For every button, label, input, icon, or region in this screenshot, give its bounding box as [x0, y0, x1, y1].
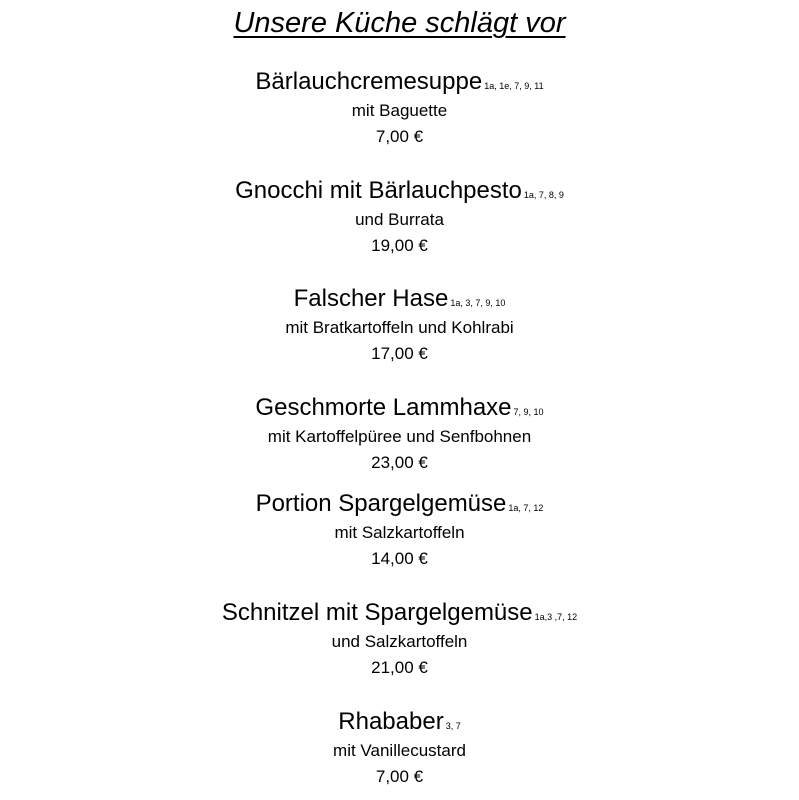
- dish-item: [0, 66, 799, 150]
- dish-allergens: 1a, 3, 7, 9, 10: [450, 298, 506, 308]
- dish-allergens: 3, 7: [445, 721, 461, 731]
- dish-item: [0, 706, 799, 790]
- dish-allergens: 7, 9, 10: [513, 407, 544, 417]
- dish-name: Schnitzel mit Spargelgemüse: [221, 599, 533, 626]
- dish-name: Rhababer: [338, 708, 444, 735]
- dish-price: 17,00 €: [371, 344, 428, 363]
- dish-name-line: [0, 66, 799, 98]
- dish-allergens: 1a, 7, 8, 9: [523, 190, 564, 200]
- dish-price: 21,00 €: [371, 658, 428, 677]
- dish-price: 19,00 €: [371, 236, 428, 255]
- dish-item: [0, 488, 799, 572]
- dish-name-line: [0, 488, 799, 520]
- dish-name: Portion Spargelgemüse: [255, 490, 507, 517]
- dish-description: und Burrata: [355, 210, 444, 229]
- dish-name-line: [0, 706, 799, 738]
- dish-price: 23,00 €: [371, 453, 428, 472]
- dish-item: [0, 175, 799, 259]
- dish-description: mit Salzkartoffeln: [334, 523, 465, 542]
- dish-name-line: [0, 392, 799, 424]
- dish-price: 7,00 €: [375, 767, 424, 786]
- dish-name-line: [0, 283, 799, 315]
- dish-allergens: 1a,3 ,7, 12: [534, 612, 578, 622]
- dish-item: [0, 597, 799, 681]
- dish-name: Gnocchi mit Bärlauchpesto: [235, 177, 522, 204]
- dish-description: mit Baguette: [351, 101, 448, 120]
- dish-description: mit Bratkartoffeln und Kohlrabi: [285, 318, 514, 337]
- dish-allergens: 1a, 1e, 7, 9, 11: [484, 81, 544, 91]
- dish-price: 14,00 €: [371, 549, 428, 568]
- dish-name-line: [0, 175, 799, 207]
- dish-name: Falscher Hase: [293, 285, 449, 312]
- dish-item: [0, 283, 799, 367]
- menu-title: Unsere Küche schlägt vor: [233, 7, 566, 39]
- dish-description: mit Kartoffelpüree und Senfbohnen: [267, 427, 532, 446]
- dish-description: mit Vanillecustard: [333, 741, 466, 760]
- dish-name-line: [0, 597, 799, 629]
- dish-allergens: 1a, 7, 12: [508, 503, 544, 513]
- dish-price: 7,00 €: [375, 127, 424, 146]
- dish-name: Geschmorte Lammhaxe: [255, 394, 512, 421]
- dish-item: [0, 392, 799, 476]
- dish-name: Bärlauchcremesuppe: [255, 68, 483, 95]
- dish-description: und Salzkartoffeln: [331, 632, 468, 651]
